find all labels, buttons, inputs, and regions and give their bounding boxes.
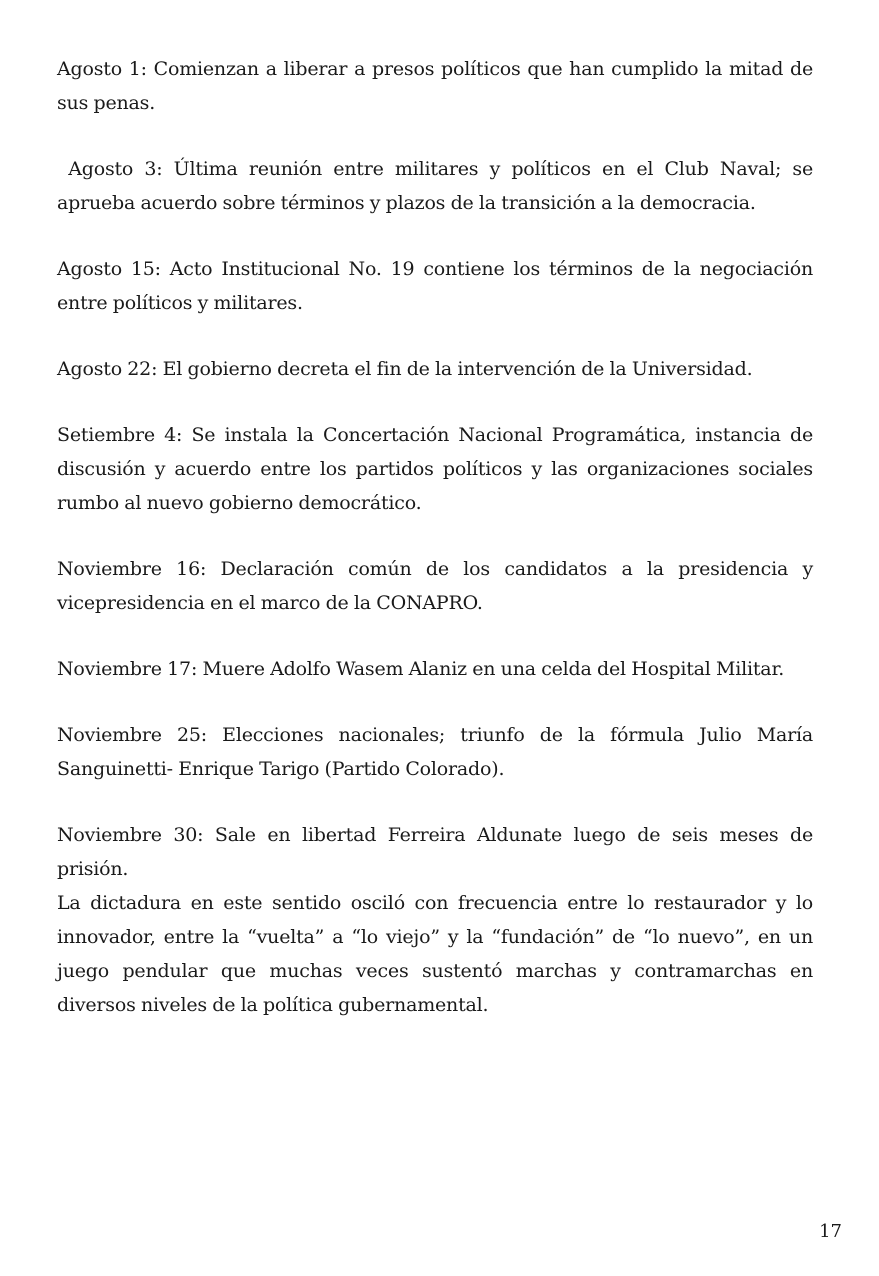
chronology-entry-agosto-15: Agosto 15: Acto Institucional No. 19 contiene los términos de la negociación entre políticos y militares. — [57, 258, 813, 314]
page-body — [57, 52, 819, 1054]
closing-paragraph: La dictadura en este sentido osciló con frecuencia entre lo restaurador y lo innovador, entre la “vuelta” a “lo viejo” y la “fundación” de “lo nuevo”, en un juego pendular que muchas veces sustentó marchas y contramarchas en diversos niveles de la política gubernamental. — [57, 892, 813, 1016]
chronology-entry-setiembre-4: Setiembre 4: Se instala la Concertación Nacional Programática, instancia de discusión y acuerdo entre los partidos políticos y las organizaciones sociales rumbo al nuevo gobierno democrático. — [57, 424, 813, 514]
chronology-entry-agosto-1: Agosto 1: Comienzan a liberar a presos políticos que han cumplido la mitad de sus penas. — [57, 58, 813, 114]
chronology-entry-agosto-22: Agosto 22: El gobierno decreta el fin de la intervención de la Universidad. — [57, 358, 753, 380]
chronology-entry-noviembre-16: Noviembre 16: Declaración común de los candidatos a la presidencia y vicepresidencia en el marco de la CONAPRO. — [57, 558, 813, 614]
chronology-entry-noviembre-30: Noviembre 30: Sale en libertad Ferreira Aldunate luego de seis meses de prisión. — [57, 824, 813, 880]
chronology-entry-noviembre-17: Noviembre 17: Muere Adolfo Wasem Alaniz en una celda del Hospital Militar. — [57, 658, 785, 680]
chronology-entry-agosto-3: Agosto 3: Última reunión entre militares y políticos en el Club Naval; se aprueba acuerdo sobre términos y plazos de la transición a la democracia. — [57, 158, 819, 214]
chronology-entry-noviembre-25: Noviembre 25: Elecciones nacionales; triunfo de la fórmula Julio María Sanguinetti- Enrique Tarigo (Partido Colorado). — [57, 724, 813, 780]
page-number: 17 — [819, 1221, 842, 1242]
